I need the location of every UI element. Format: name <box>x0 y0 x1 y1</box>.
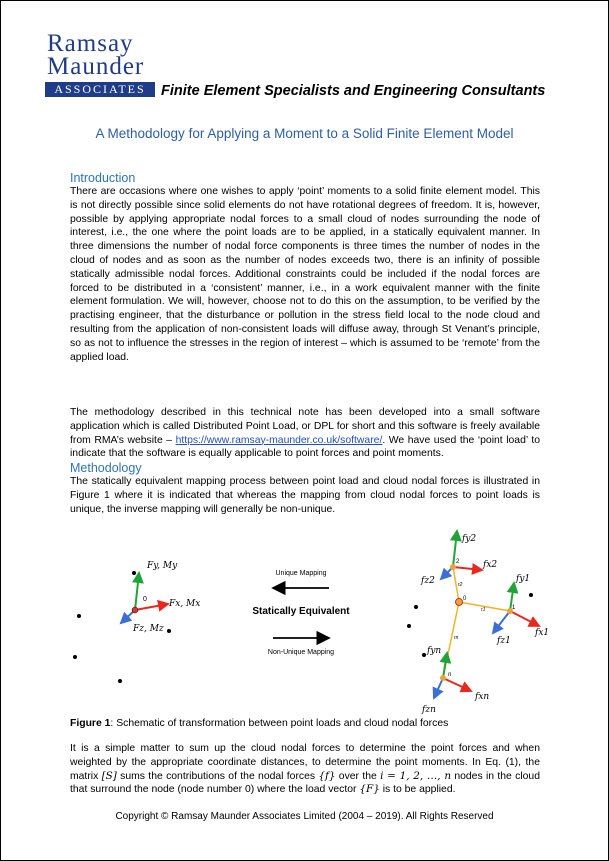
cloud-node-dot <box>73 655 77 659</box>
force-y-arrow <box>135 573 139 610</box>
unique-mapping-label: Unique Mapping <box>275 570 327 577</box>
fx1-arrow <box>510 611 539 626</box>
r1-label: r1 <box>481 607 486 613</box>
introduction-paragraph-2 <box>70 406 540 461</box>
methodology-paragraph-2 <box>70 742 540 797</box>
paragraph-text: is to be applied. <box>379 784 456 796</box>
mapping-arrows <box>252 570 350 656</box>
force-x-arrow <box>135 604 168 610</box>
node-n-label: n <box>448 672 452 678</box>
fxn-arrow <box>443 678 471 691</box>
figure-1-diagram <box>61 523 561 723</box>
introduction-paragraph-1: There are occasions where one wishes to apply ‘point’ moments to a solid finite element model. This is not directly possible since solid elements do not have rotational degrees of freedom. It is, however, possible by applying appropriate nodal forces to a small cloud of nodes surrounding the node of interest, i.e., the one where the point loads are to be applied, in a statically equivalent manner. In three dimensions the number of nodal force components is three times the number of nodes in the cloud of nodes and as soon as the number of nodes exceeds two, there is an infinity of possible statically admissible nodal forces. Additional constraints could be included if the nodal forces are forced to be distributed in a ‘consistent’ manner, i.e., in a work equivalent manner with the finite element formulation. We will, however, choose not to do this on the assumption, to be verified by the practising engineer, that the disturbance or pollution in the stress field local to the node cloud and resulting from the application of non-consistent loads will diffuse away, through St Venant’s principle, so as not to influence the stresses in the region of interest – which is assumed to be ‘remote’ from the applied load. <box>70 186 540 363</box>
cloud-node-dot <box>529 593 533 597</box>
origin-label: 0 <box>143 596 147 603</box>
cloud-node-dot <box>132 571 136 575</box>
rn-label: rn <box>454 635 459 641</box>
paragraph-text: sums the contributions of the nodal forces <box>116 770 319 782</box>
node-n <box>440 675 446 681</box>
methodology-paragraph-1: The statically equivalent mapping process between point load and cloud nodal forces is illustrated in Figure 1 where it is indicated that whereas the mapping from cloud nodal forces to point loads is unique, the inverse mapping will generally be non-unique. <box>70 476 540 515</box>
logo-name-line1: Ramsay <box>47 30 134 57</box>
fz2-label: fz2 <box>421 576 435 586</box>
logo-name-line2: Maunder <box>47 53 145 80</box>
cloud-node-dot <box>167 629 171 633</box>
cloud-node-dot <box>422 653 426 657</box>
paragraph-text: . We have used the ‘point load’ to indicate that the software is equally applicable to point forces and point moments. <box>70 434 540 460</box>
fz-mz-label: Fz, Mz <box>133 624 164 634</box>
caption-label: Figure 1 <box>70 718 111 729</box>
paragraph-text: over the <box>335 770 381 782</box>
fx2-label: fx2 <box>483 560 498 570</box>
company-tagline: Finite Element Specialists and Engineering Consultants <box>161 83 546 99</box>
copyright-footer: Copyright © Ramsay Maunder Associates Limited (2004 – 2019). All Rights Reserved <box>115 811 494 822</box>
node-2-label: 2 <box>456 559 460 565</box>
fy2-label: fy2 <box>462 534 477 544</box>
cloud-node-dot <box>118 679 122 683</box>
fz1-arrow <box>493 611 510 633</box>
cloud-node-dot <box>414 605 418 609</box>
nodal-force-vector-symbol: {f} <box>318 769 336 782</box>
node-0-label: 0 <box>463 596 467 602</box>
fzn-arrow <box>434 678 443 698</box>
paragraph-text: nodes in the cloud that surround the node (node number 0) where the load vector <box>70 770 540 796</box>
matrix-s-symbol: [S] <box>101 769 117 782</box>
cloud-node-dot <box>77 614 81 618</box>
logo-associates-bar: ASSOCIATES <box>45 82 155 97</box>
fyn-label: fyn <box>427 646 442 656</box>
load-vector-symbol: {F} <box>359 783 380 796</box>
cloud-node-dot <box>407 624 411 628</box>
fy1-label: fy1 <box>516 574 531 584</box>
fz1-label: fz1 <box>497 636 511 646</box>
node-index-range: i = 1, 2, …, n <box>380 769 452 782</box>
software-link[interactable]: https://www.ramsay-maunder.co.uk/software/ <box>175 434 383 446</box>
paragraph-text: It is a simple matter to sum up the cloud nodal forces to determine the point forces and when weighted by the appropriate coordinate distances, to determine the point moments. In Eq. (1), the matrix <box>70 743 540 782</box>
node-0 <box>456 599 463 606</box>
cloud-nodal-forces <box>407 531 549 715</box>
fx1-label: fx1 <box>535 628 550 638</box>
figure-caption <box>70 718 448 729</box>
caption-text: : Schematic of transformation between point loads and cloud nodal forces <box>110 718 449 729</box>
r2-label: r2 <box>458 582 463 588</box>
fx2-arrow <box>453 567 482 570</box>
point-load-node <box>132 607 138 613</box>
point-load-system <box>73 561 200 683</box>
fxn-label: fxn <box>475 692 490 702</box>
non-unique-mapping-label: Non-Unique Mapping <box>267 649 335 656</box>
fzn-label: fzn <box>422 705 436 715</box>
fyn-arrow <box>443 653 447 678</box>
fy-my-label: Fy, My <box>147 561 178 571</box>
introduction-heading: Introduction <box>70 171 136 185</box>
statically-equivalent-label: Statically Equivalent <box>252 606 350 617</box>
fx-mx-label: Fx, Mx <box>169 599 201 609</box>
paragraph-text: The methodology described in this technical note has been developed into a small software application which is called Distributed Point Load, or DPL for short and this software is freely available from RMA’s website – <box>70 407 540 446</box>
methodology-heading: Methodology <box>70 461 142 475</box>
node-1-label: 1 <box>512 605 516 611</box>
document-title: A Methodology for Applying a Moment to a Solid Finite Element Model <box>95 126 514 141</box>
